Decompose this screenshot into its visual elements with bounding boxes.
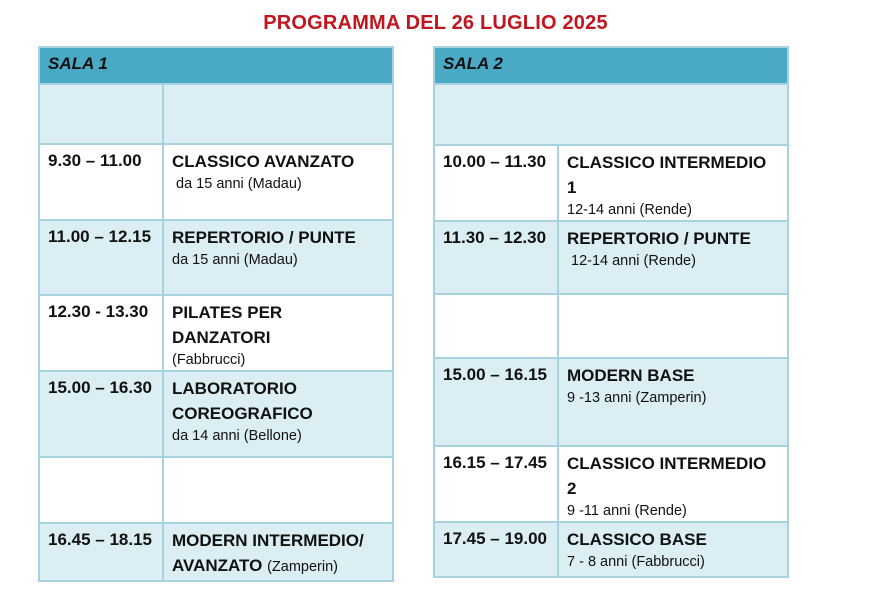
course-name: PILATES PER DANZATORI [172, 303, 283, 347]
table-row [39, 295, 393, 371]
course-name: MODERN BASE [567, 366, 695, 385]
course-detail: 12-14 anni (Rende) [571, 253, 696, 269]
course-name: CLASSICO AVANZATO [172, 152, 355, 171]
sala-2-header-row [434, 47, 788, 84]
course-name-line-2 [172, 553, 384, 580]
table-row [39, 523, 393, 581]
time-cell: 9.30 – 11.00 [39, 144, 163, 220]
empty-cell [434, 294, 558, 358]
time-cell: 16.45 – 18.15 [39, 523, 163, 581]
course-cell [558, 358, 788, 446]
table-row [39, 457, 393, 523]
table-row [39, 371, 393, 457]
table-row [39, 144, 393, 220]
sala-1-header: SALA 1 [39, 47, 393, 84]
time-cell: 12.30 - 13.30 [39, 295, 163, 371]
course-detail: 9 -13 anni (Zamperin) [567, 390, 707, 406]
empty-cell [434, 84, 788, 145]
empty-cell [558, 294, 788, 358]
course-detail: (Zamperin) [267, 559, 338, 575]
time-cell: 15.00 – 16.15 [434, 358, 558, 446]
course-detail: da 15 anni (Madau) [176, 176, 302, 192]
course-cell [163, 144, 393, 220]
course-cell [163, 371, 393, 457]
empty-cell [39, 84, 163, 144]
table-row [434, 221, 788, 294]
table-row [434, 294, 788, 358]
page-title: PROGRAMMA DEL 26 LUGLIO 2025 [263, 12, 608, 34]
course-cell [163, 295, 393, 371]
sala-1-schedule [38, 46, 394, 582]
course-name: REPERTORIO / PUNTE [567, 229, 751, 248]
time-cell: 17.45 – 19.00 [434, 522, 558, 577]
time-cell: 11.30 – 12.30 [434, 221, 558, 294]
course-name: CLASSICO INTERMEDIO 2 [567, 454, 767, 498]
table-row [39, 220, 393, 295]
course-name-line-1: LABORATORIO [172, 379, 297, 398]
course-name: CLASSICO INTERMEDIO 1 [567, 153, 767, 197]
course-detail: da 14 anni (Bellone) [172, 428, 302, 444]
time-cell: 11.00 – 12.15 [39, 220, 163, 295]
course-name: REPERTORIO / PUNTE [172, 228, 356, 247]
course-detail: 12-14 anni (Rende) [567, 202, 692, 218]
empty-cell [39, 457, 163, 523]
table-row [434, 522, 788, 577]
course-name-line-1: MODERN INTERMEDIO/ [172, 531, 364, 550]
course-cell [163, 523, 393, 581]
course-name: CLASSICO BASE [567, 530, 707, 549]
course-cell [163, 220, 393, 295]
table-row [434, 84, 788, 145]
time-cell: 16.15 – 17.45 [434, 446, 558, 522]
sala-2-header: SALA 2 [434, 47, 788, 84]
table-row [434, 145, 788, 221]
course-detail: 9 -11 anni (Rende) [567, 503, 687, 519]
course-cell [558, 145, 788, 221]
time-cell: 10.00 – 11.30 [434, 145, 558, 221]
time-cell: 15.00 – 16.30 [39, 371, 163, 457]
sala-1-header-row [39, 47, 393, 84]
course-name-line-2: COREOGRAFICO [172, 404, 313, 423]
course-detail: da 15 anni (Madau) [172, 252, 298, 268]
table-row [39, 84, 393, 144]
course-cell [558, 522, 788, 577]
course-name-line-2-text: AVANZATO [172, 556, 263, 575]
course-detail: (Fabbrucci) [172, 352, 246, 368]
table-row [434, 358, 788, 446]
sala-2-schedule [433, 46, 789, 578]
empty-cell [163, 457, 393, 523]
course-detail: 7 - 8 anni (Fabbrucci) [567, 554, 705, 570]
table-row [434, 446, 788, 522]
course-cell [558, 221, 788, 294]
empty-cell [163, 84, 393, 144]
course-cell [558, 446, 788, 522]
